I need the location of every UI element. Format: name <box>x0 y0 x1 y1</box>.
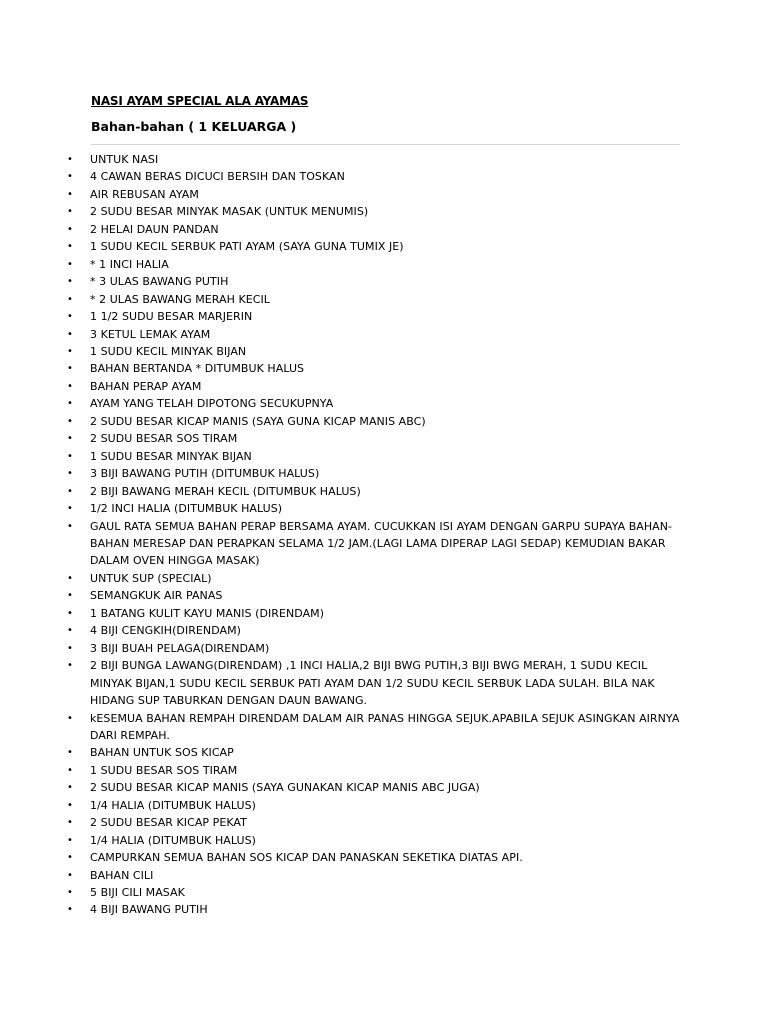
list-item-text: * 2 ULAS BAWANG MERAH KECIL <box>90 292 270 306</box>
bullet-icon: • <box>67 293 73 305</box>
list-item-text: BAHAN UNTUK SOS KICAP <box>90 746 234 760</box>
list-item <box>63 622 683 639</box>
list-item-text: BAHAN BERTANDA * DITUMBUK HALUS <box>90 362 305 376</box>
bullet-icon: • <box>67 503 73 515</box>
list-item-text: 1 1/2 SUDU BESAR MARJERIN <box>90 310 253 324</box>
bullet-icon: • <box>67 311 73 323</box>
list-item <box>63 430 683 447</box>
list-item <box>63 901 683 918</box>
bullet-icon: • <box>67 712 73 724</box>
list-item-text: 3 BIJI BAWANG PUTIH (DITUMBUK HALUS) <box>90 467 320 481</box>
bullet-icon: • <box>67 241 73 253</box>
list-item-text: 2 SUDU BESAR KICAP PEKAT <box>90 816 247 830</box>
list-item <box>63 378 683 395</box>
list-item-text: 1/4 HALIA (DITUMBUK HALUS) <box>90 798 256 812</box>
list-item-text: 2 SUDU BESAR MINYAK MASAK (UNTUK MENUMIS) <box>90 205 369 219</box>
list-item-text: SEMANGKUK AIR PANAS <box>90 589 223 603</box>
list-item <box>63 779 683 796</box>
list-item-text: 4 CAWAN BERAS DICUCI BERSIH DAN TOSKAN <box>90 170 345 184</box>
bullet-icon: • <box>67 398 73 410</box>
list-item-text: 2 SUDU BESAR KICAP MANIS (SAYA GUNA KICAP MANIS ABC) <box>90 414 426 428</box>
bullet-icon: • <box>67 450 73 462</box>
list-item <box>63 168 683 185</box>
list-item <box>63 710 683 745</box>
list-item-text: CAMPURKAN SEMUA BAHAN SOS KICAP DAN PANASKAN SEKETIKA DIATAS API. <box>90 851 523 865</box>
list-item <box>63 465 683 482</box>
bullet-icon: • <box>67 590 73 602</box>
list-item <box>63 744 683 761</box>
bullet-icon: • <box>67 154 73 165</box>
bullet-icon: • <box>67 345 73 357</box>
list-item-text: kESEMUA BAHAN REMPAH DIRENDAM DALAM AIR PANAS HINGGA SEJUK.APABILA SEJUK ASINGKAN AIRNYA DARI REMPAH. <box>90 711 680 742</box>
list-item-text: UNTUK SUP (SPECIAL) <box>90 571 212 585</box>
list-item <box>63 570 683 587</box>
list-item <box>63 518 683 570</box>
list-item-text: 4 BIJI CENGKIH(DIRENDAM) <box>90 624 241 638</box>
list-item <box>63 587 683 604</box>
list-item-text: 2 SUDU BESAR KICAP MANIS (SAYA GUNAKAN KICAP MANIS ABC JUGA) <box>90 781 480 795</box>
list-item <box>63 762 683 779</box>
bullet-icon: • <box>67 852 73 864</box>
list-item-text: AIR REBUSAN AYAM <box>90 187 199 201</box>
bullet-icon: • <box>67 485 73 497</box>
bullet-icon: • <box>67 433 73 445</box>
list-item-text: UNTUK NASI <box>90 153 159 166</box>
list-item <box>63 849 683 866</box>
list-item <box>63 797 683 814</box>
list-item-text: 1 SUDU KECIL MINYAK BIJAN <box>90 344 247 358</box>
bullet-icon: • <box>67 572 73 584</box>
bullet-icon: • <box>67 258 73 270</box>
list-item <box>63 291 683 308</box>
bullet-icon: • <box>67 276 73 288</box>
list-item-text: 2 BIJI BAWANG MERAH KECIL (DITUMBUK HALUS) <box>90 484 361 498</box>
bullet-icon: • <box>67 904 73 916</box>
list-item-text: BAHAN PERAP AYAM <box>90 379 202 393</box>
list-item-text: * 3 ULAS BAWANG PUTIH <box>90 275 229 289</box>
list-item-text: * 1 INCI HALIA <box>90 257 169 271</box>
ingredient-list <box>63 151 683 919</box>
bullet-icon: • <box>67 625 73 637</box>
list-item <box>63 343 683 360</box>
list-item <box>63 273 683 290</box>
list-item <box>63 448 683 465</box>
list-item <box>63 308 683 325</box>
list-item-text: 1 SUDU BESAR MINYAK BIJAN <box>90 449 252 463</box>
bullet-icon: • <box>67 520 73 532</box>
list-item <box>63 832 683 849</box>
list-item-text: 1 BATANG KULIT KAYU MANIS (DIRENDAM) <box>90 606 325 620</box>
list-item-text: 2 HELAI DAUN PANDAN <box>90 222 219 236</box>
list-item <box>63 360 683 377</box>
list-item-text: AYAM YANG TELAH DIPOTONG SECUKUPNYA <box>90 397 334 411</box>
list-item-text: 2 SUDU BESAR SOS TIRAM <box>90 432 238 446</box>
bullet-icon: • <box>67 834 73 846</box>
bullet-icon: • <box>67 782 73 794</box>
bullet-icon: • <box>67 642 73 654</box>
list-item <box>63 203 683 220</box>
bullet-icon: • <box>67 363 73 375</box>
list-item-text: 3 BIJI BUAH PELAGA(DIRENDAM) <box>90 641 270 655</box>
bullet-icon: • <box>67 799 73 811</box>
bullet-icon: • <box>67 415 73 427</box>
bullet-icon: • <box>67 206 73 218</box>
bullet-icon: • <box>67 223 73 235</box>
list-item-text: 3 KETUL LEMAK AYAM <box>90 327 211 341</box>
bullet-icon: • <box>67 380 73 392</box>
list-item <box>63 640 683 657</box>
recipe-subtitle: Bahan-bahan ( 1 KELUARGA ) <box>91 119 297 134</box>
divider <box>91 144 680 145</box>
bullet-icon: • <box>67 328 73 340</box>
list-item-text: 5 BIJI CILI MASAK <box>90 886 185 900</box>
bullet-icon: • <box>67 468 73 480</box>
list-item-text: 4 BIJI BAWANG PUTIH <box>90 903 208 917</box>
list-item <box>63 483 683 500</box>
list-item-text: 2 BIJI BUNGA LAWANG(DIRENDAM) ,1 INCI HALIA,2 BIJI BWG PUTIH,3 BIJI BWG MERAH, 1 SUDU KECIL MINYAK BIJAN,1 SUDU KECIL SERBUK PATI AYAM DAN 1/2 SUDU KECIL SERBUK LADA SULAH. BILA NAK HIDANG SUP TABURKAN DENGAN DAUN BAWANG. <box>90 659 655 708</box>
list-item <box>63 395 683 412</box>
list-item <box>63 867 683 884</box>
list-item <box>63 500 683 517</box>
bullet-icon: • <box>67 171 73 183</box>
list-item-text: GAUL RATA SEMUA BAHAN PERAP BERSAMA AYAM. CUCUKKAN ISI AYAM DENGAN GARPU SUPAYA BAHAN-BAHAN MERESAP DAN PERAPKAN SELAMA 1/2 JAM.(LAGI LAMA DIPERAP LAGI SEDAP) KEMUDIAN BAKAR DALAM OVEN HINGGA MASAK) <box>90 519 673 568</box>
recipe-title: NASI AYAM SPECIAL ALA AYAMAS <box>91 94 309 108</box>
bullet-icon: • <box>67 887 73 899</box>
list-item-text: 1/4 HALIA (DITUMBUK HALUS) <box>90 833 256 847</box>
bullet-icon: • <box>67 764 73 776</box>
list-item-text: 1/2 INCI HALIA (DITUMBUK HALUS) <box>90 502 283 516</box>
bullet-icon: • <box>67 817 73 829</box>
bullet-icon: • <box>67 869 73 881</box>
list-item <box>63 814 683 831</box>
bullet-icon: • <box>67 660 73 672</box>
list-item <box>63 605 683 622</box>
list-item <box>63 256 683 273</box>
list-item-text: BAHAN CILI <box>90 868 154 882</box>
list-item <box>63 151 683 168</box>
bullet-icon: • <box>67 188 73 200</box>
bullet-icon: • <box>67 607 73 619</box>
bullet-icon: • <box>67 747 73 759</box>
list-item <box>63 221 683 238</box>
list-item <box>63 186 683 203</box>
list-item <box>63 238 683 255</box>
list-item <box>63 884 683 901</box>
list-item-text: 1 SUDU KECIL SERBUK PATI AYAM (SAYA GUNA TUMIX JE) <box>90 240 404 254</box>
list-item <box>63 657 683 709</box>
list-item <box>63 326 683 343</box>
list-item <box>63 413 683 430</box>
list-item-text: 1 SUDU BESAR SOS TIRAM <box>90 763 238 777</box>
